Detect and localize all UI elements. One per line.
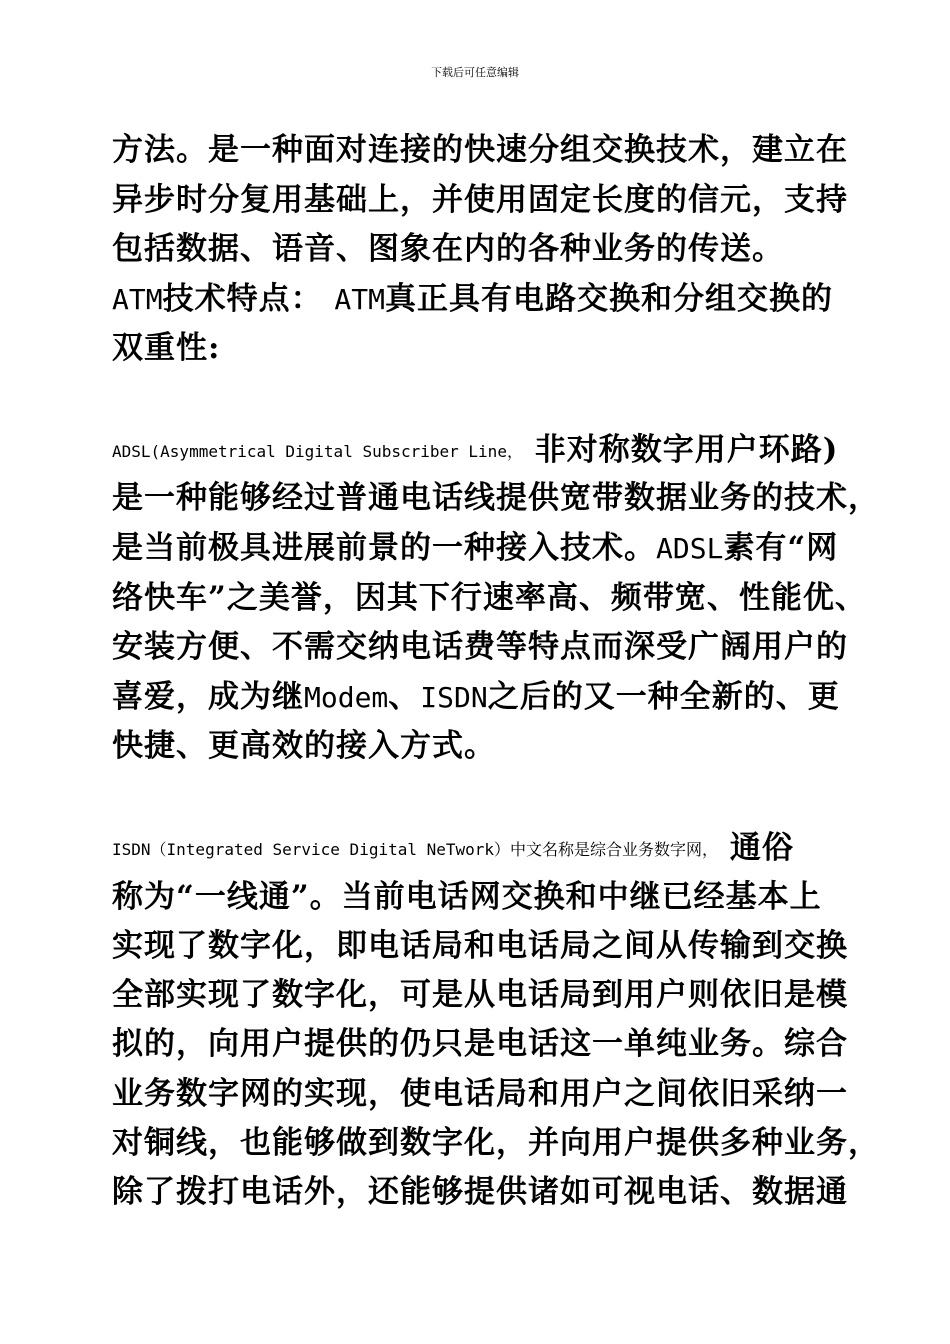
atm-term: ATM: [112, 283, 163, 316]
modem-term: Modem: [304, 681, 389, 714]
isdn-line-5: 拟的，向用户提供的仍只是电话这一单纯业务。综合: [112, 1026, 848, 1062]
adsl-line-6-tail: 之后的又一种全新的、更: [487, 679, 840, 715]
atm-line-2: 异步时分复用基础上，并使用固定长度的信元，支持: [112, 182, 848, 218]
isdn-line-3: 实现了数字化，即电话局和电话局之间从传输到交换: [112, 928, 848, 964]
adsl-line-7: 快捷、更高效的接入方式。: [112, 728, 496, 764]
adsl-line-3: [112, 528, 838, 569]
adsl-line-3-tail: 素有“网: [723, 530, 839, 566]
adsl-chinese-name: 非对称数字用户环路): [522, 432, 839, 468]
isdn-line-7: 对铜线，也能够做到数字化，并向用户提供多种业务，: [112, 1125, 880, 1161]
atm-features-label: 技术特点：: [162, 281, 335, 317]
isdn-lead-tail: 通俗: [718, 830, 794, 866]
atm-line-3: 包括数据、语音、图象在内的各种业务的传送。: [112, 231, 784, 267]
adsl-lead-line: [112, 430, 838, 472]
atm-features-line-2: 双重性:: [112, 330, 221, 366]
isdn-line-2: 称为“一线通”。当前电话网交换和中继已经基本上: [112, 879, 822, 915]
isdn-term: ISDN: [420, 681, 488, 714]
isdn-line-6: 业务数字网的实现，使电话局和用户之间依旧采纳一: [112, 1076, 848, 1112]
adsl-line-6-text: 喜爱，成为继: [112, 679, 304, 715]
adsl-line-6-sep: 、: [388, 679, 421, 715]
atm-features-text: 真正具有电路交换和分组交换的: [384, 281, 833, 317]
adsl-line-2: 是一种能够经过普通电话线提供宽带数据业务的技术，: [112, 480, 880, 516]
isdn-line-8: 除了拨打电话外，还能够提供诸如可视电话、数据通: [112, 1174, 848, 1210]
adsl-line-3-text: 是当前极具进展前景的一种接入技术。: [112, 530, 656, 566]
adsl-line-6: [112, 677, 840, 718]
atm-features-line: [112, 279, 833, 320]
adsl-fullname: ADSL(Asymmetrical Digital Subscriber Line，: [112, 442, 523, 461]
atm-term-2: ATM: [334, 283, 385, 316]
adsl-term: ADSL: [656, 532, 724, 565]
adsl-line-5: 安装方便、不需交纳电话费等特点而深受广阔用户的: [112, 629, 848, 665]
atm-line-1: 方法。是一种面对连接的快速分组交换技术，建立在: [112, 132, 848, 168]
isdn-line-4: 全部实现了数字化，可是从电话局到用户则依旧是模: [112, 977, 848, 1013]
adsl-line-4: 络快车”之美誉，因其下行速率高、频带宽、性能优、: [112, 580, 867, 616]
isdn-lead-line: [112, 828, 794, 870]
page-header: 下载后可任意编辑: [431, 66, 519, 79]
isdn-fullname: ISDN（Integrated Service Digital NeTwork）中文名称是综合业务数字网，: [112, 840, 719, 859]
